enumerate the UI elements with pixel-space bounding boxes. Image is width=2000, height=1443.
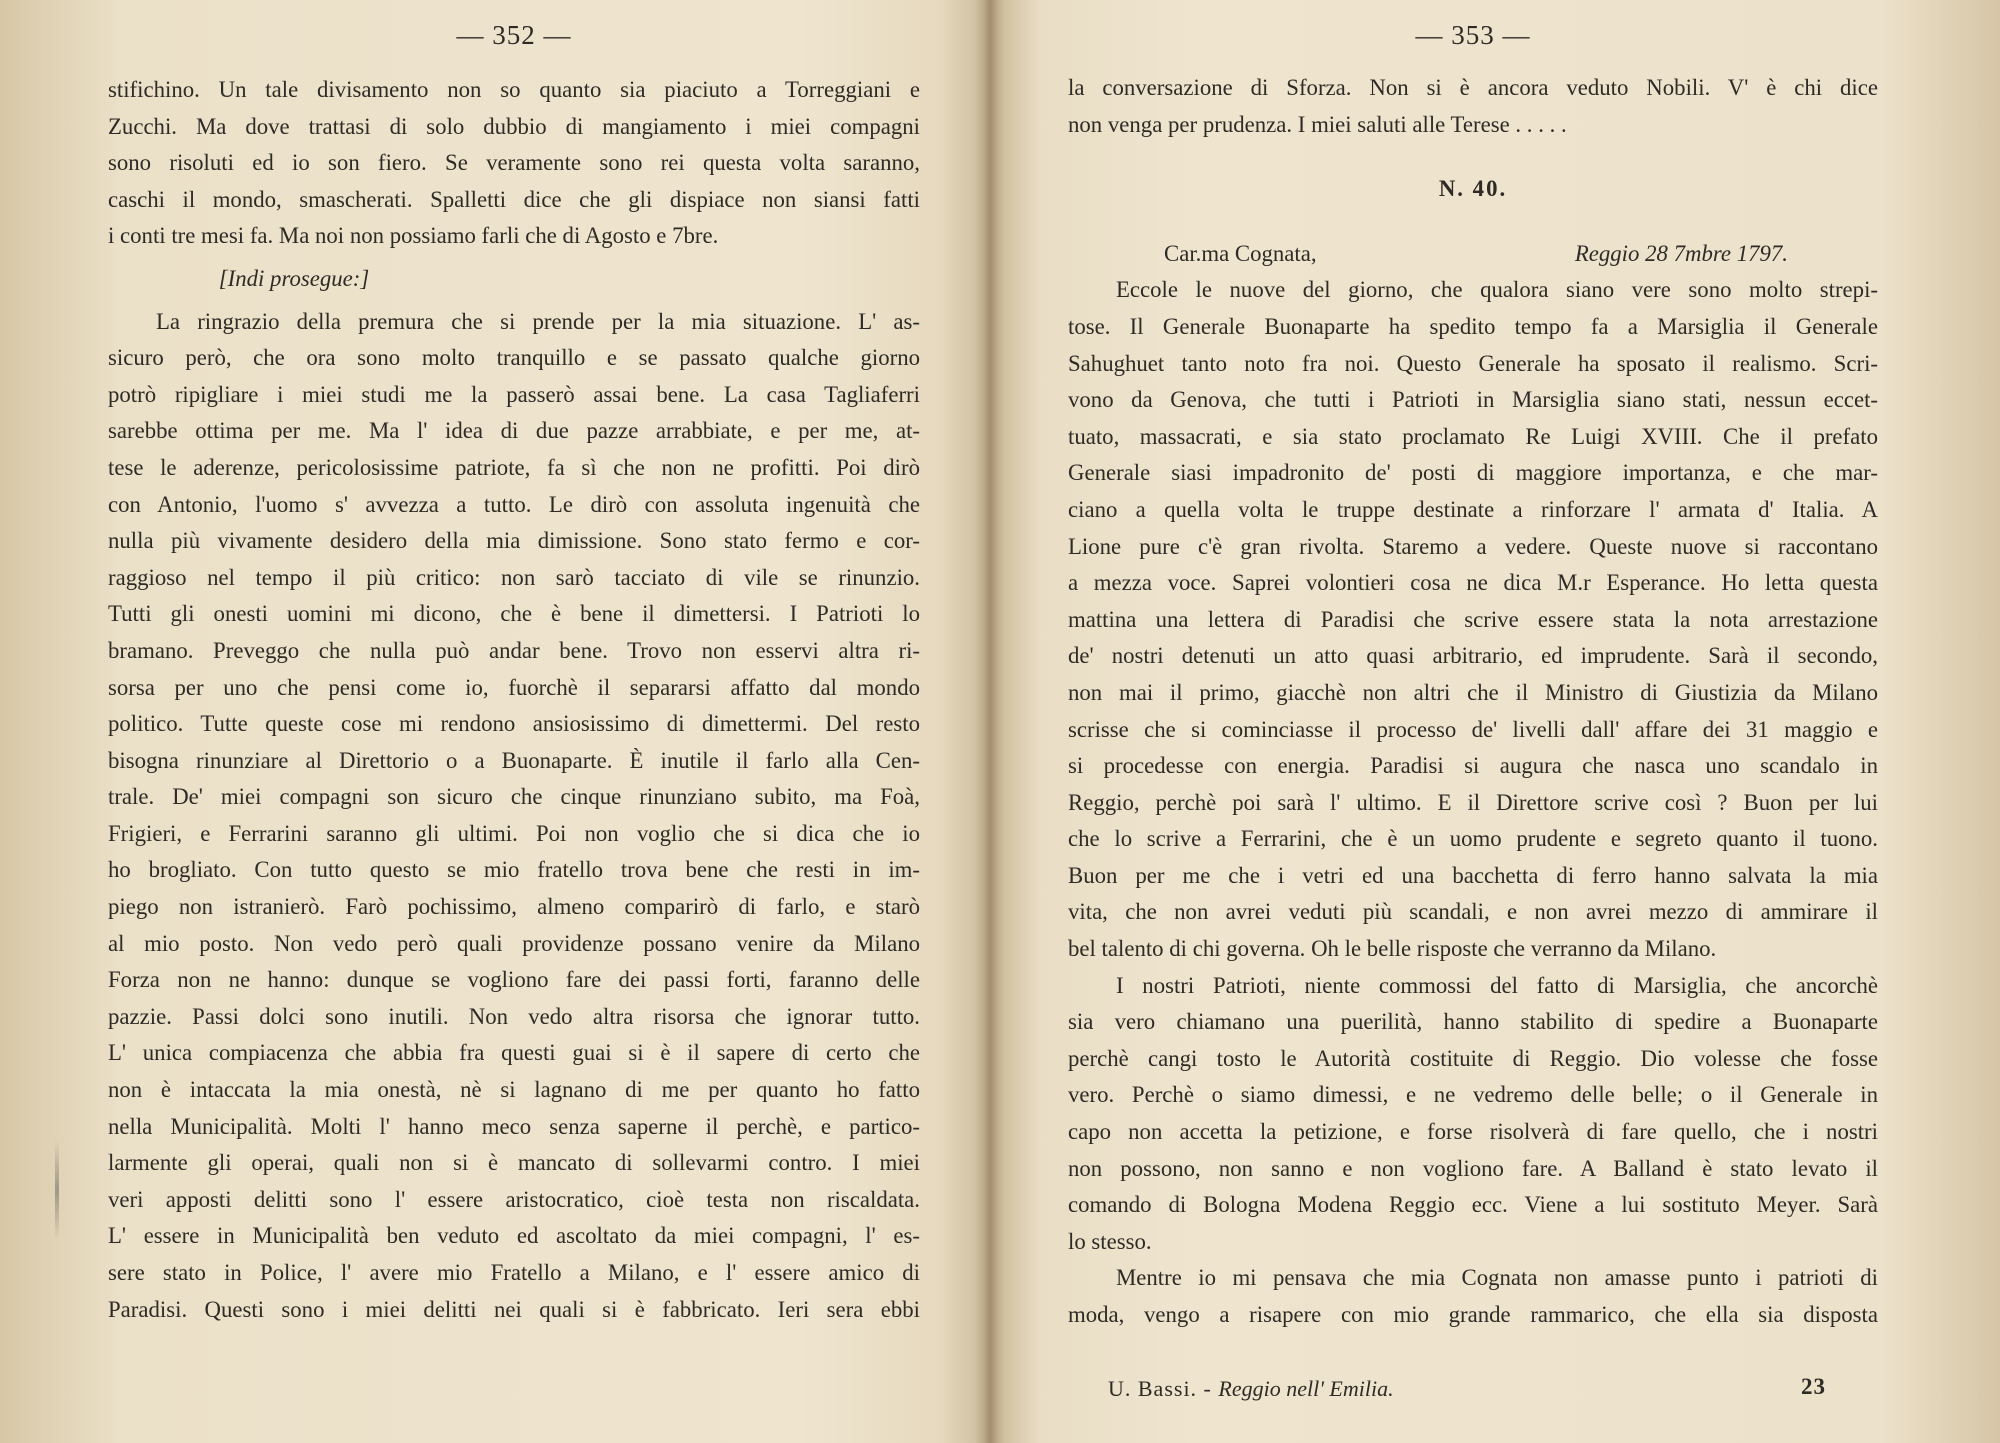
text-line: Mentre io mi pensava che mia Cognata non amasse punto i patrioti di [1116,1265,1878,1291]
text-line: vono da Genova, che tutti i Patrioti in Marsiglia siano stati, nessun eccet- [1068,387,1878,413]
footer-author: U. Bassi. - [1108,1376,1219,1401]
text-line: vero. Perchè o siamo dimessi, e ne vedremo delle belle; o il Generale in [1068,1082,1878,1108]
text-line: I nostri Patrioti, niente commossi del fatto di Marsiglia, che ancorchè [1116,972,1878,998]
pencil-margin-mark [55,1140,59,1240]
text-line: politico. Tutte queste cose mi rendono ansiosissimo di dimettermi. Del resto [108,711,920,737]
text-line: tuato, massacrati, e sia stato proclamato Re Luigi XVIII. Che il prefato [1068,423,1878,449]
text-line: Sahughuet tanto noto fra noi. Questo Generale ha sposato il realismo. Scri- [1068,350,1878,376]
text-line: sere stato in Police, l' avere mio Fratello a Milano, e l' essere amico di [108,1260,920,1285]
text-line: Generale siasi impadronito de' posti di maggiore importanza, e che mar- [1068,460,1878,486]
dateline: Reggio 28 7mbre 1797. [1574,240,1788,266]
text-line: Zucchi. Ma dove trattasi di solo dubbio di mangiamento i miei compagni [108,113,920,139]
text-line: i conti tre mesi fa. Ma noi non possiamo farli che di Agosto e 7bre. [108,223,719,249]
page-body-text [1068,70,1878,1334]
continued-text [1068,70,1878,143]
text-line: si procedesse con energia. Paradisi si augura che nasca uno scandalo in [1068,753,1878,779]
text-line: de' nostri detenuti un atto quasi arbitrario, ed imprudente. Sarà il secondo, [1068,643,1878,669]
text-line: al mio posto. Non vedo però quali providenze possano venire da Milano [108,930,920,956]
text-line: potrò ripigliare i miei studi me la passerò assai bene. La casa Tagliaferri [108,381,920,407]
text-line: Frigieri, e Ferrarini saranno gli ultimi. Poi non voglio che si dica che io [108,820,920,846]
page-number: — 352 — [456,20,572,50]
text-line: tese le aderenze, pericolosissime patriote, fa sì che non ne profitti. Poi dirò [108,454,920,480]
text-line: sia vero chiamano una puerilità, hanno stabilito di spedire a Buonaparte [1068,1009,1878,1035]
text-line: scrisse che si cominciasse il processo de' livelli dall' affare dei 31 maggio e [1068,716,1878,742]
text-line: sicuro però, che ora sono molto tranquillo e se passato qualche giorno [108,345,920,371]
text-line: nulla più vivamente desidero della mia dimissione. Sono stato fermo e cor- [108,528,920,554]
text-line: Paradisi. Questi sono i miei delitti nei quali si è fabbricato. Ieri sera ebbi [108,1296,920,1322]
text-line: la conversazione di Sforza. Non si è ancora veduto Nobili. V' è chi dice [1068,75,1878,100]
text-line: larmente gli operai, quali non si è mancato di sollevarmi contro. I miei [108,1150,920,1176]
text-line: bramano. Preveggo che nulla può andar bene. Trovo non esservi altra ri- [108,637,920,663]
text-line: ciano a quella volta le truppe destinate a rinforzare l' armata d' Italia. A [1068,496,1878,522]
letter-heading [1068,236,1878,273]
text-line: lo stesso. [1068,1228,1152,1254]
text-line: Reggio, perchè poi sarà l' ultimo. E il Direttore scrive così ? Buon per lui [1068,789,1878,815]
text-line: Eccole le nuove del giorno, che qualora siano vere sono molto strepi- [1116,277,1878,303]
text-line: veri apposti delitti sono l' essere aristocratico, cioè testa non riscaldata. [108,1186,920,1212]
left-page [108,0,920,1443]
text-line: comando di Bologna Modena Reggio ecc. Viene a lui sostituto Meyer. Sarà [1068,1192,1878,1218]
page-body-text [108,72,920,1328]
text-line: vita, che non avrei veduti più scandali, e non avrei mezzo di ammirare il [1068,899,1878,925]
text-line: nella Municipalità. Molti l' hanno meco senza saperne il perchè, e partico- [108,1113,920,1139]
text-line: Forza non ne hanno: dunque se vogliono fare dei passi forti, faranno delle [108,967,920,993]
text-line: che lo scrive a Ferrarini, che è un uomo prudente e segreto quanto il tuono. [1068,826,1878,852]
text-line: L' unica compiacenza che abbia fra questi guai si è il sapere di certo che [108,1040,920,1066]
text-line: raggioso nel tempo il più critico: non sarò tacciato di vile se rinunzio. [108,564,920,590]
text-line: stifichino. Un tale divisamento non so quanto sia piaciuto a Torreggiani e [108,77,920,102]
text-line: non mai il primo, giacchè non altri che il Ministro di Giustizia da Milano [1068,679,1878,705]
text-line: capo non accetta la petizione, e forse risolverà di fare quello, che i nostri [1068,1119,1878,1145]
book-gutter [975,0,1005,1443]
letter-text [1068,272,1878,1333]
text-line: La ringrazio della premura che si prende per la mia situazione. L' as- [156,308,920,334]
text-line: moda, vengo a risapere con mio grande rammarico, che ella sia disposta [1068,1302,1878,1327]
text-line: a mezza voce. Saprei volontieri cosa ne dica M.r Esperance. Ho letta questa [1068,570,1878,596]
signature-mark: 23 [1801,1374,1826,1399]
text-line: pazzie. Passi dolci sono inutili. Non vedo altra risorsa che ignorar tutto. [108,1003,920,1029]
section-heading: [Indi prosegue:] [218,265,370,291]
text-line: caschi il mondo, smascherati. Spalletti dice che gli dispiace non siansi fatti [108,186,920,212]
page-number: — 353 — [1415,20,1531,50]
text-line: bel talento di chi governa. Oh le belle risposte che verranno da Milano. [1068,936,1717,962]
text-line: ho brogliato. Con tutto questo se mio fratello trova bene che resti in im- [108,857,920,883]
text-line: sono risoluti ed io son fiero. Se veramente sono rei questa volta saranno, [108,150,920,176]
text-line: non possono, non sanno e non vogliono fare. A Balland è stato levato il [1068,1155,1878,1181]
text-line: perchè cangi tosto le Autorità costituite di Reggio. Dio volesse che fosse [1068,1045,1878,1071]
text-line: piego non istranierò. Farò pochissimo, almeno comparirò di farlo, e starò [108,894,920,920]
salutation: Car.ma Cognata, [1164,240,1317,266]
letter-number: N. 40. [1438,176,1508,202]
text-line: Lione pure c'è gran rivolta. Staremo a vedere. Queste nuove si raccontano [1068,533,1878,559]
text-line: sorsa per uno che pensi come io, fuorchè il separarsi affatto dal mondo [108,674,920,700]
text-line: con Antonio, l'uomo s' avvezza a tutto. Le dirò con assoluta ingenuità che [108,491,920,517]
right-page [1068,0,1878,1443]
text-line: sarebbe ottima per me. Ma l' idea di due pazze arrabbiate, e per me, at- [108,418,920,444]
text-line: trale. De' miei compagni son sicuro che cinque rinunziano subito, ma Foà, [108,784,920,810]
text-line: mattina una lettera di Paradisi che scrive essere stata la nota arrestazione [1068,606,1878,632]
text-line: bisogna rinunziare al Direttorio o a Buonaparte. È inutile il farlo alla Cen- [108,747,920,773]
text-line: Tutti gli onesti uomini mi dicono, che è bene il dimettersi. I Patrioti lo [108,601,920,627]
page-footer [1108,1376,1878,1412]
footer-title: Reggio nell' Emilia. [1218,1376,1394,1401]
text-line: Buon per me che i vetri ed una bacchetta di ferro hanno salvata la mia [1068,862,1878,888]
text-line: non è intaccata la mia onestà, nè si lagnano di me per quanto ho fatto [108,1077,920,1103]
text-line: non venga per prudenza. I miei saluti alle Terese . . . . . [1068,111,1567,137]
text-line: L' essere in Municipalità ben veduto ed ascoltato da miei compagni, l' es- [108,1223,920,1249]
text-line: tose. Il Generale Buonaparte ha spedito tempo fa a Marsiglia il Generale [1068,313,1878,339]
